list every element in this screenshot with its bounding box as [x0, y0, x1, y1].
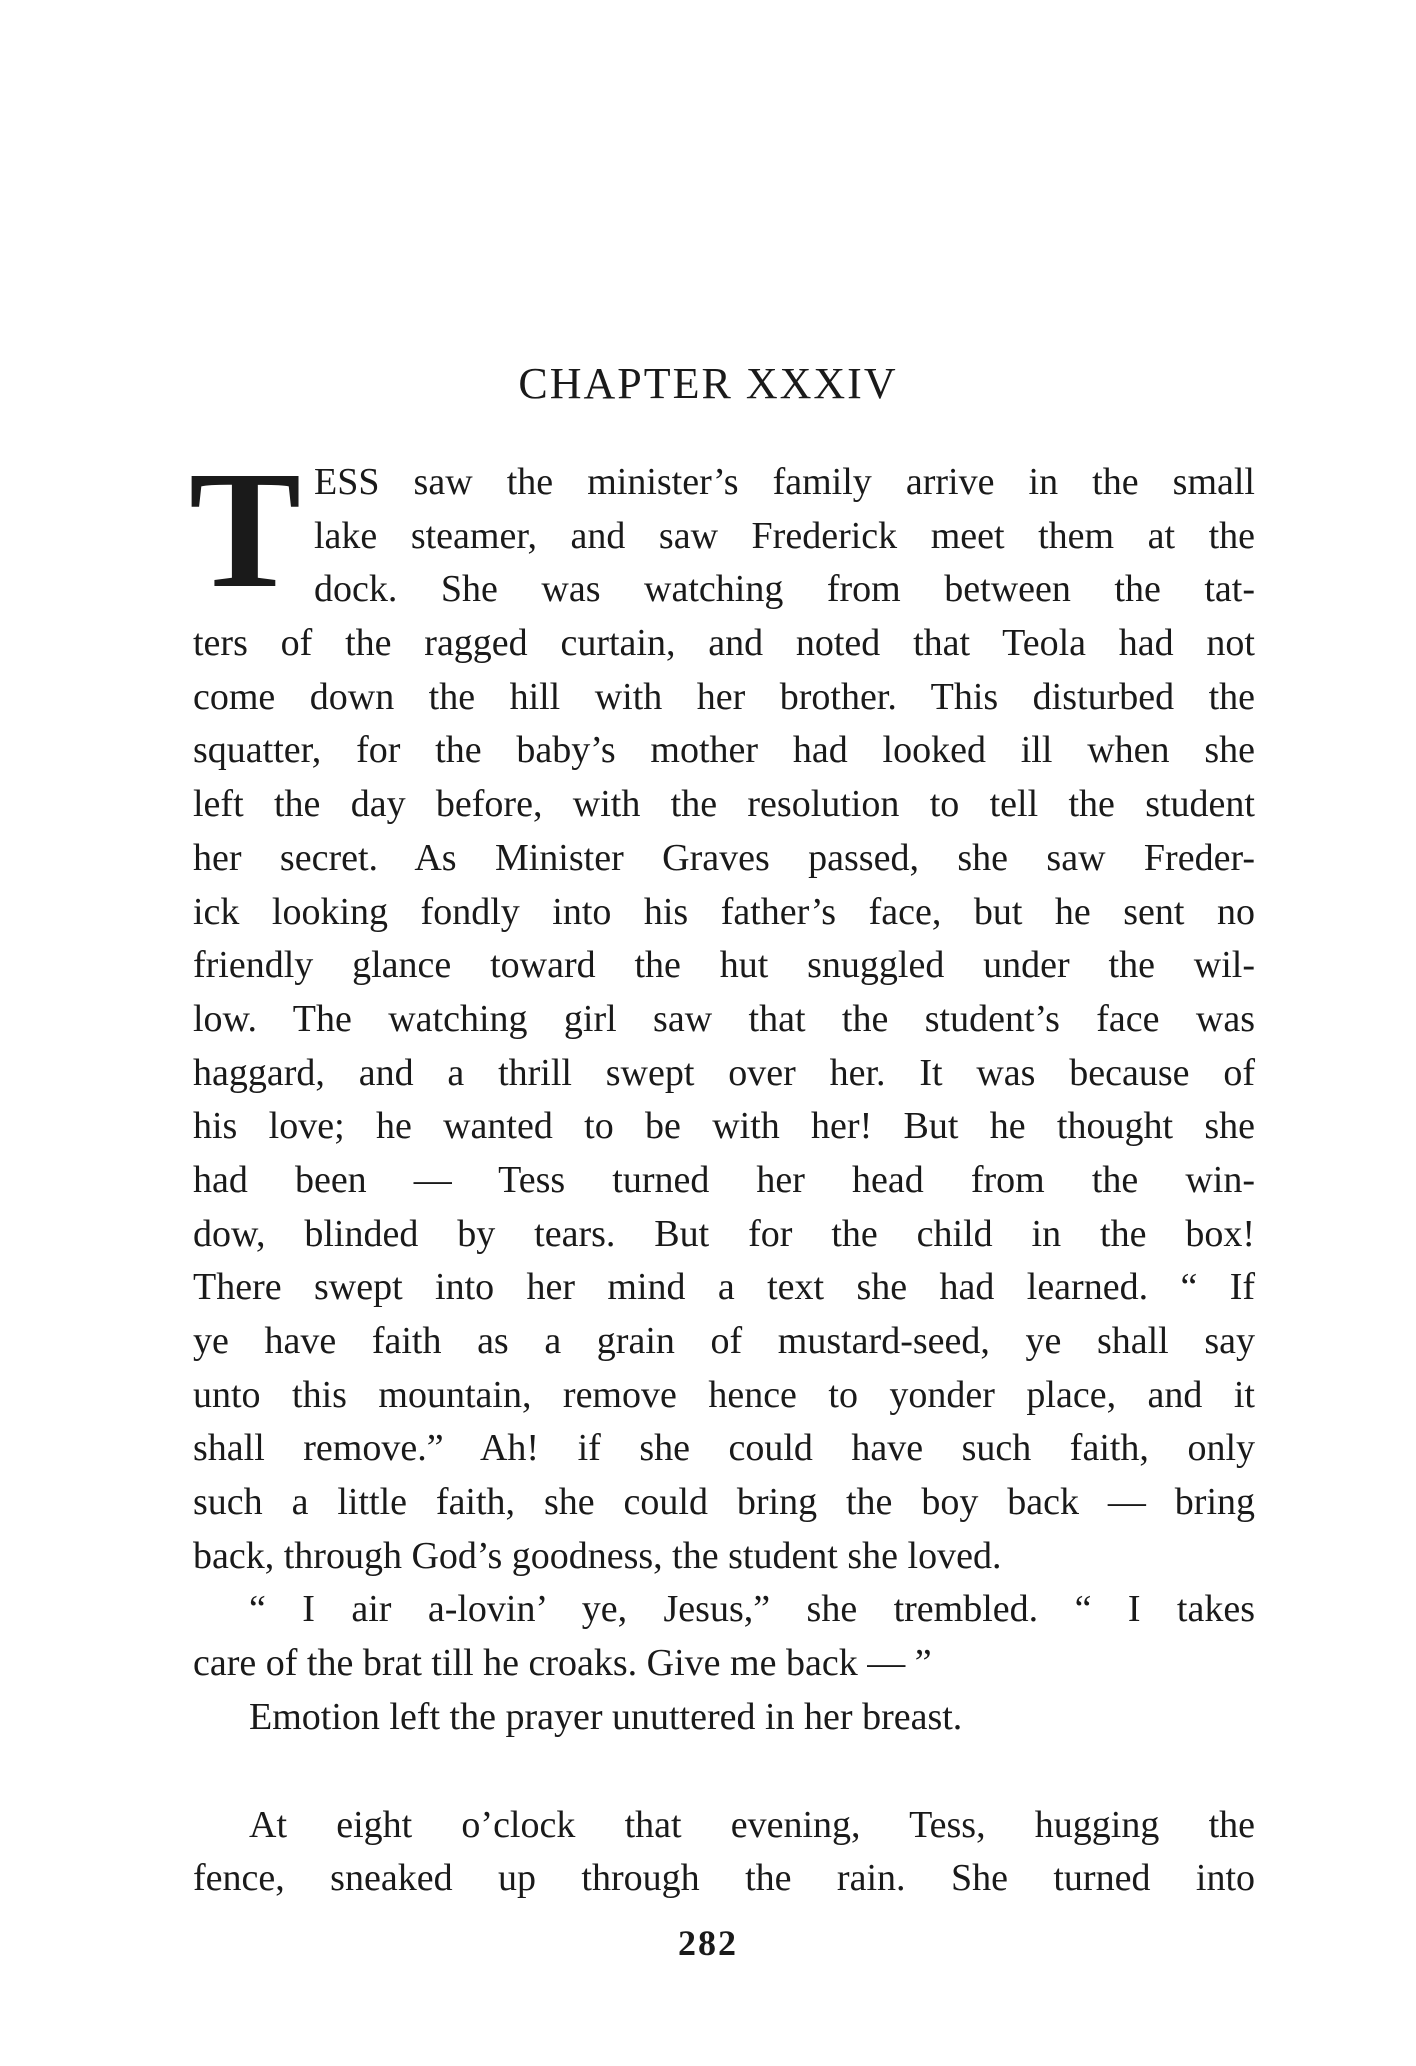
text-line: ick looking fondly into his father’s face, but he sent no [193, 890, 1255, 933]
text-line: There swept into her mind a text she had learned. “ If [193, 1266, 1255, 1309]
text-line: “ I air a-lovin’ ye, Jesus,” she trembled. “ I takes [249, 1588, 1255, 1631]
text-line: fence, sneaked up through the rain. She turned into [193, 1857, 1255, 1900]
text-line: come down the hill with her brother. This disturbed the [193, 675, 1255, 718]
page-number: 282 [678, 1923, 738, 1963]
text-line: unto this mountain, remove hence to yonder place, and it [193, 1373, 1255, 1416]
text-line: shall remove.” Ah! if she could have such faith, only [193, 1427, 1255, 1470]
text-line: Emotion left the prayer unuttered in her breast. [249, 1695, 963, 1738]
text-line: his love; he wanted to be with her! But he thought she [193, 1105, 1255, 1148]
text-line: haggard, and a thrill swept over her. It was because of [193, 1051, 1255, 1094]
text-line: dow, blinded by tears. But for the child in the box! [193, 1212, 1255, 1255]
text-line: dock. She was watching from between the tat- [314, 568, 1255, 611]
text-line: ye have faith as a grain of mustard-seed, ye shall say [193, 1320, 1255, 1362]
text-line: low. The watching girl saw that the student’s face was [193, 997, 1255, 1040]
text-line: care of the brat till he croaks. Give me back — ” [193, 1642, 932, 1685]
text-line: ters of the ragged curtain, and noted that Teola had not [193, 622, 1255, 665]
text-line: back, through God’s goodness, the student she loved. [193, 1534, 1002, 1577]
drop-cap: T [189, 437, 302, 623]
text-line: lake steamer, and saw Frederick meet them at the [314, 514, 1255, 557]
text-line: ESS saw the minister’s family arrive in the small [314, 461, 1255, 503]
text-line: friendly glance toward the hut snuggled under the wil- [193, 944, 1255, 987]
text-line: her secret. As Minister Graves passed, she saw Freder- [193, 836, 1255, 879]
text-line: had been — Tess turned her head from the win- [193, 1158, 1255, 1201]
section-break [193, 1745, 1255, 1799]
text-line: such a little faith, she could bring the boy back — bring [193, 1481, 1255, 1524]
text-line: squatter, for the baby’s mother had looked ill when she [193, 729, 1255, 772]
text-line: left the day before, with the resolution to tell the student [193, 783, 1255, 826]
text-line: At eight o’clock that evening, Tess, hugging the [249, 1803, 1255, 1846]
body-text [189, 437, 1255, 1906]
chapter-heading: CHAPTER XXXIV [518, 359, 898, 408]
